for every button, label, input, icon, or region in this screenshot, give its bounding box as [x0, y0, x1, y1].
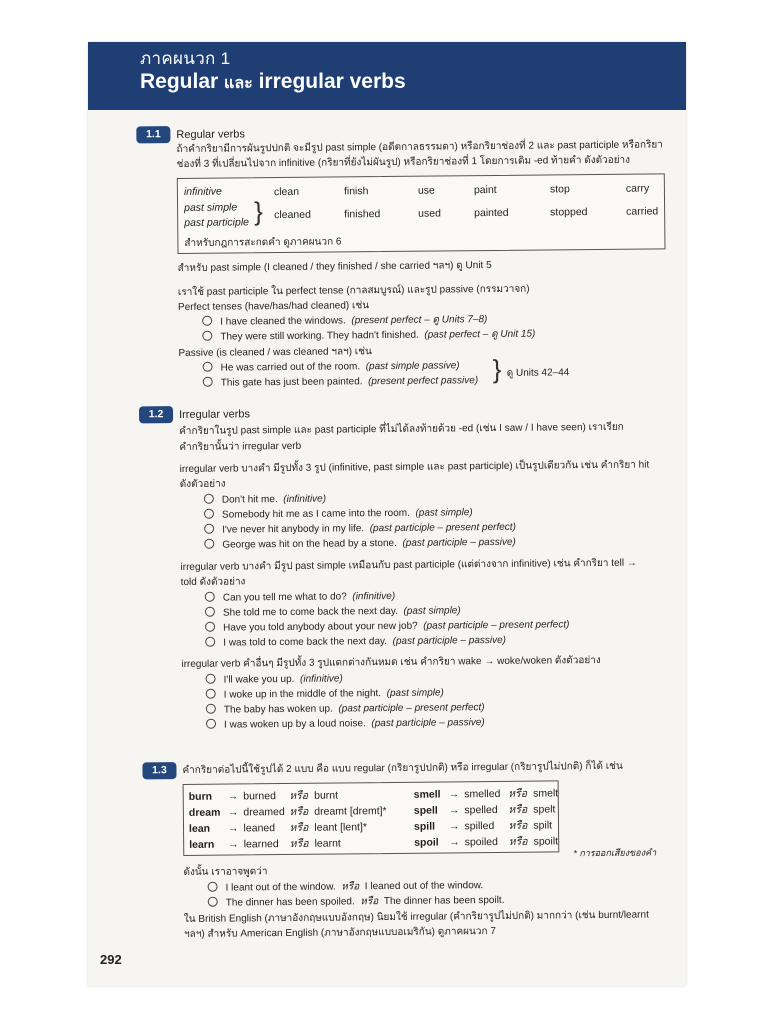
appendix-title: Regular และ irregular verbs — [140, 70, 406, 93]
verb-row: smell → smelled หรือ smelt — [413, 787, 559, 801]
bullet-circle-icon — [203, 377, 213, 387]
table-cell: used — [418, 207, 441, 220]
example: He was carried out of the room. (past simple passive) — [203, 359, 460, 375]
paragraph-line: irregular verb บางคำ มีรูปทั้ง 3 รูป (infinitive, past simple และ past participle) เป็นรูปเดียวกัน เช่น คำกริยา hit — [179, 459, 650, 475]
spelling-note: สำหรับกฎการสะกดคำ ดูภาคผนวก 6 — [184, 236, 342, 249]
paragraph-line: told ดังตัวอย่าง — [180, 576, 246, 588]
example: The dinner has been spoiled. หรือ The dinner has been spoilt. — [208, 894, 505, 911]
example: Somebody hit me as I came into the room. (past simple) — [204, 506, 473, 523]
section-badge-1-3: 1.3 — [142, 762, 176, 779]
table-cell: clean — [273, 185, 300, 199]
bullet-circle-icon — [202, 331, 212, 341]
regular-verbs-table — [177, 173, 666, 254]
past-participle-use: เราใช้ past participle ใน perfect tense (กาลสมบูรณ์) และรูป passive (กรรมวาจก) — [177, 283, 530, 299]
bullet-circle-icon — [205, 607, 215, 617]
table-cell: carried — [626, 205, 659, 218]
example: Can you tell me what to do? (infinitive) — [205, 590, 395, 606]
table-cell: paint — [473, 183, 497, 197]
example: George was hit on the head by a stone. (past participle – passive) — [204, 536, 516, 553]
passive-units-ref: ดู Units 42–44 — [506, 367, 570, 379]
final-note-line: ใน British English (ภาษาอังกฤษแบบอังกฤษ) นิยมใช้ irregular (คำกริยารูปไม่ปกติ) มากกว่า (เช่น burnt/learnt — [183, 909, 649, 925]
intro-line: คำกริยาในรูป past simple และ past participle ที่ไม่ได้ลงท้ายด้วย -ed (เช่น I saw / I have seen) เราเรียก — [179, 421, 624, 438]
row-label: infinitive — [183, 185, 222, 198]
row-label: past simple — [184, 201, 238, 214]
appendix-number: ภาคผนวก 1 — [140, 49, 231, 68]
bullet-circle-icon — [202, 316, 212, 326]
bullet-circle-icon — [206, 689, 216, 699]
bullet-circle-icon — [208, 897, 218, 907]
paragraph-line: ดังตัวอย่าง — [179, 478, 226, 490]
paragraph-line: irregular verb บางคำ มีรูป past simple เหมือนกับ past participle (แต่ต่างจาก infinitive) เช่น คำกริยา tell → — [180, 557, 637, 573]
table-cell: stop — [549, 183, 570, 196]
bullet-circle-icon — [205, 637, 215, 647]
verb-row: learn → learned หรือ learnt — [189, 837, 341, 851]
perfect-tenses-head: Perfect tenses (have/has/had cleaned) เช่น — [177, 300, 370, 314]
verb-row: spill → spilled หรือ spilt — [413, 819, 553, 833]
table-cell: stopped — [550, 206, 588, 219]
verb-row: dream → dreamed หรือ dreamt [dremt]* — [188, 805, 387, 819]
section-title-1-1: Regular verbs — [176, 128, 245, 142]
final-note-line: ฯลฯ) สำหรับ American English (ภาษาอังกฤษแบบอเมริกัน) ดูภาคผนวก 7 — [183, 925, 496, 940]
brace-icon: } — [492, 353, 502, 384]
table-cell: use — [417, 184, 435, 197]
example: I leant out of the window. หรือ I leaned out of the window. — [208, 879, 484, 896]
table-cell: cleaned — [274, 208, 311, 222]
intro-line: คำกริยานั้นว่า irregular verb — [179, 440, 302, 453]
so-line: ดังนั้น เราอาจพูดว่า — [183, 866, 268, 878]
bullet-circle-icon — [205, 622, 215, 632]
section-badge-1-1: 1.1 — [136, 126, 170, 143]
pronunciation-footnote: * การออกเสียงของคำ — [573, 847, 657, 859]
bullet-circle-icon — [206, 674, 216, 684]
dual-form-verbs-table — [183, 780, 560, 856]
table-cell: finish — [343, 185, 369, 198]
bullet-circle-icon — [206, 719, 216, 729]
example: I was told to come back the next day. (past participle – passive) — [205, 634, 506, 651]
example: This gate has just been painted. (present perfect passive) — [203, 374, 479, 391]
verb-row: spell → spelled หรือ spelt — [413, 803, 556, 817]
bullet-circle-icon — [204, 509, 214, 519]
bullet-circle-icon — [204, 494, 214, 504]
bullet-circle-icon — [204, 524, 214, 534]
verb-row: lean → leaned หรือ leant [lent]* — [188, 821, 368, 835]
table-cell: finished — [344, 208, 381, 221]
passive-head: Passive (is cleaned / was cleaned ฯลฯ) เช่น — [178, 346, 372, 360]
bullet-circle-icon — [208, 882, 218, 892]
past-simple-ref: สำหรับ past simple (I cleaned / they finished / she carried ฯลฯ) ดู Unit 5 — [177, 259, 492, 275]
bullet-circle-icon — [206, 704, 216, 714]
bullet-circle-icon — [204, 539, 214, 549]
bullet-circle-icon — [203, 362, 213, 372]
example: I've never hit anybody in my life. (past participle – present perfect) — [204, 521, 516, 538]
example: Have you told anybody about your new job? (past participle – present perfect) — [205, 618, 569, 635]
table-cell: painted — [474, 206, 509, 220]
example: The baby has woken up. (past participle – present perfect) — [206, 701, 485, 718]
page-content — [84, 39, 691, 989]
intro-line: ช่องที่ 3 ที่เปลี่ยนไปจาก infinitive (กริยาที่ยังไม่ผันรูป) หรือกริยาช่องที่ 1 โดยการเติม -ed ท้ายคำ ดังตัวอย่าง — [176, 154, 631, 171]
section-title-1-2: Irregular verbs — [179, 408, 251, 422]
example: I'll wake you up. (infinitive) — [206, 672, 343, 687]
bullet-circle-icon — [205, 592, 215, 602]
paragraph-line: irregular verb คำอื่นๆ มีรูปทั้ง 3 รูปแตกต่างกันหมด เช่น คำกริยา wake → woke/woken ดังตัวอย่าง — [181, 654, 601, 670]
example: She told me to come back the next day. (past simple) — [205, 604, 461, 620]
example: I woke up in the middle of the night. (past simple) — [206, 686, 444, 702]
intro-line: คำกริยาต่อไปนี้ใช้รูปได้ 2 แบบ คือ แบบ regular (กริยารูปปกติ) หรือ irregular (กริยารูปไม่ปกติ) ก็ได้ เช่น — [182, 760, 623, 776]
example: I was woken up by a loud noise. (past participle – passive) — [206, 716, 485, 733]
row-label: past participle — [184, 216, 250, 229]
book-page — [88, 42, 686, 986]
page-number: 292 — [100, 952, 122, 967]
intro-line: ถ้าคำกริยามีการผันรูปปกติ จะมีรูป past simple (อดีตกาลธรรมดา) หรือกริยาช่องที่ 2 และ past participle หรือกริยา — [176, 139, 663, 156]
verb-row: spoil → spoiled หรือ spoilt — [414, 835, 559, 849]
table-cell: carry — [625, 182, 650, 195]
section-badge-1-2: 1.2 — [139, 406, 173, 423]
brace-icon: } — [253, 196, 263, 227]
verb-row: burn → burned หรือ burnt — [188, 789, 339, 803]
example: I have cleaned the windows. (present perfect – ดู Units 7–8) — [202, 313, 487, 330]
example: They were still working. They hadn't finished. (past perfect – ดู Unit 15) — [202, 328, 535, 345]
example: Don't hit me. (infinitive) — [204, 493, 326, 508]
